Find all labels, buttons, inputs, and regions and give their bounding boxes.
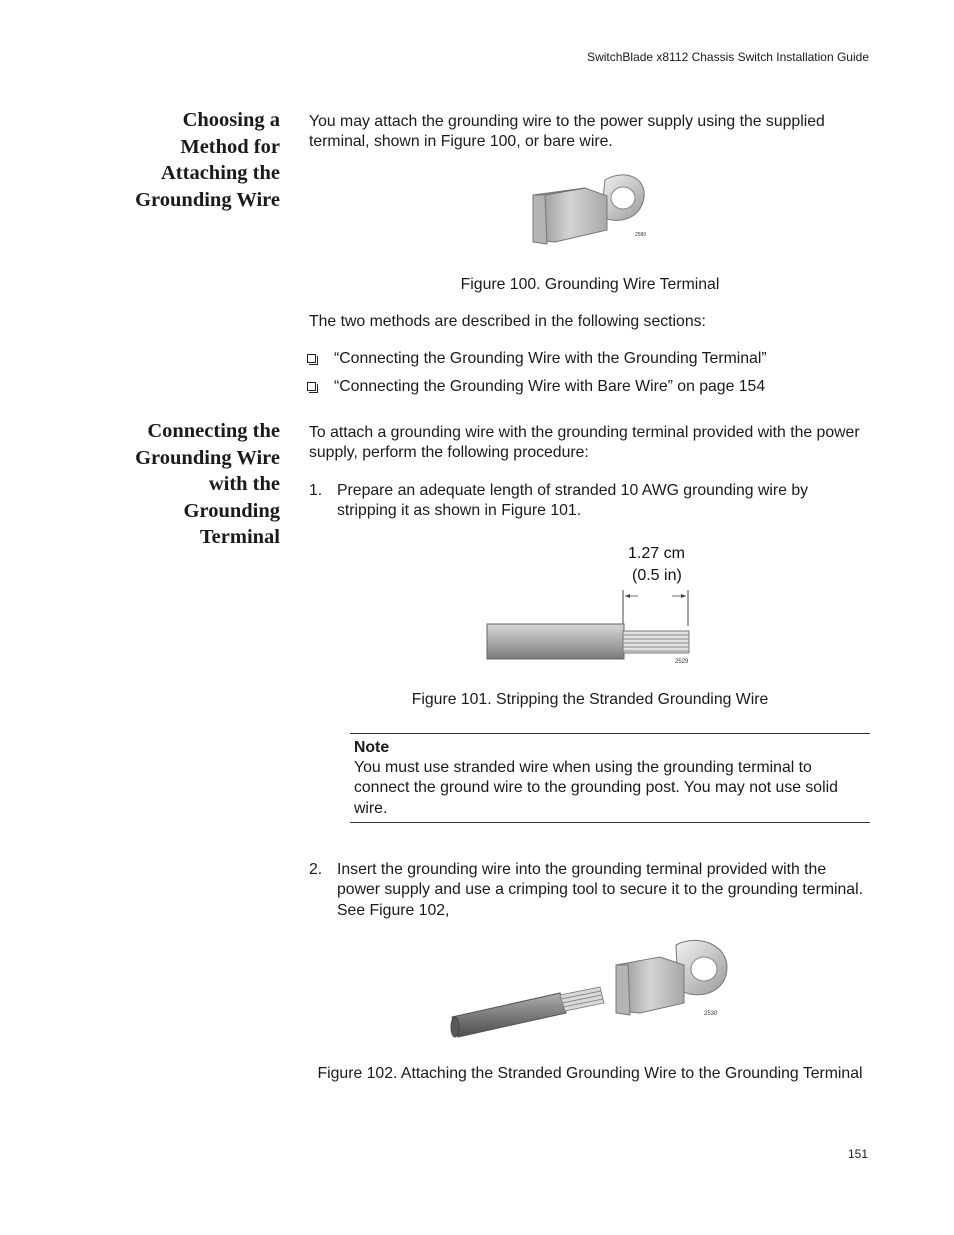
wire-strands	[560, 987, 604, 1011]
section2-intro: To attach a grounding wire with the grounding terminal provided with the power supply, perform the following procedure:	[309, 424, 860, 462]
terminal-barrel	[533, 188, 607, 244]
bullet-item	[307, 377, 765, 397]
terminal-barrel	[616, 957, 684, 1015]
step-2	[309, 860, 871, 921]
figure-102-caption: Figure 102. Attaching the Stranded Grounding Wire to the Grounding Terminal	[317, 1065, 863, 1082]
figure-100-id: 2580	[635, 232, 647, 238]
page-number: 151	[847, 1147, 868, 1161]
step-number: 1.	[309, 482, 323, 499]
measure-cm-label: 1.27 cm	[628, 545, 685, 562]
wire-insulation	[487, 624, 624, 659]
step-text: Insert the grounding wire into the grounding terminal provided with the power supply and use a crimping tool to secure it to the grounding terminal. See Figure 102,	[337, 861, 863, 919]
figure-102-wire-and-terminal	[448, 937, 738, 1047]
running-header: SwitchBlade x8112 Chassis Switch Installation Guide	[587, 50, 869, 64]
bullet-text-terminal-link[interactable]: “Connecting the Grounding Wire with the Grounding Terminal”	[334, 350, 767, 367]
note-title: Note	[354, 739, 390, 756]
section-title-choosing-method: Choosing a Method for Attaching the Grounding Wire	[135, 109, 280, 211]
methods-intro: The two methods are described in the following sections:	[309, 313, 706, 330]
wire-strands	[623, 631, 689, 653]
figure-102-id: 2530	[704, 1011, 718, 1017]
figure-101-caption: Figure 101. Stripping the Stranded Grounding Wire	[411, 691, 769, 708]
measure-in-label: (0.5 in)	[632, 567, 682, 584]
bullet-text-bare-wire-link[interactable]: “Connecting the Grounding Wire with Bare Wire” on page 154	[334, 378, 766, 395]
bullet-box-icon	[307, 382, 316, 391]
figure-101-id: 2529	[675, 659, 689, 665]
step-1	[309, 481, 871, 522]
section-title-connecting-terminal: Connecting the Grounding Wire with the Grounding Terminal	[135, 420, 280, 548]
section1-intro: You may attach the grounding wire to the power supply using the supplied terminal, shown in Figure 100, or bare wire.	[309, 113, 825, 151]
bullet-item	[307, 349, 767, 369]
figure-101-stripped-wire	[480, 538, 700, 670]
wire-insulation	[451, 993, 566, 1037]
step-text: Prepare an adequate length of stranded 10 AWG grounding wire by stripping it as shown in Figure 101.	[337, 482, 808, 520]
figure-100-grounding-terminal	[525, 170, 655, 252]
note-box	[350, 733, 870, 823]
figure-100-caption: Figure 100. Grounding Wire Terminal	[460, 276, 720, 293]
step-number: 2.	[309, 861, 323, 878]
note-text: You must use stranded wire when using the grounding terminal to connect the ground wire to the grounding post. You may not use solid wire.	[354, 759, 838, 817]
bullet-box-icon	[307, 354, 316, 363]
